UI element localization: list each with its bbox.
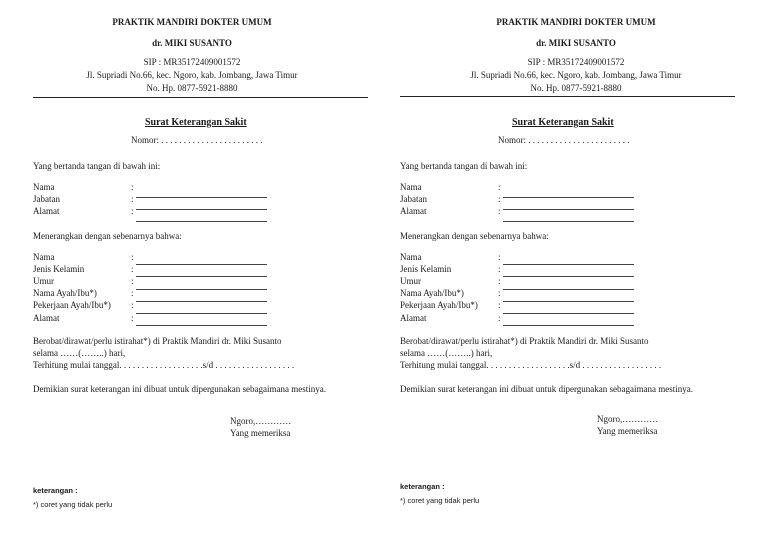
- closing-text: Demikian surat keterangan ini dibuat untuk dipergunakan sebagaimana mestinya.: [33, 384, 326, 394]
- body-line-3: Terhitung mulai tanggal. . . . . . . . . . . . . . . . . . .s/d . . . . . . . . . . . . . . . . . .: [400, 360, 662, 370]
- note-label: keterangan :: [400, 482, 445, 491]
- patient-age-label: Umur: [400, 276, 421, 286]
- signer-position-line: [136, 209, 267, 210]
- signer-name-line: [136, 197, 267, 198]
- colon: :: [498, 252, 501, 262]
- clinic-name: PRAKTIK MANDIRI DOKTER UMUM: [112, 17, 272, 27]
- signer-address-line: [503, 221, 634, 222]
- signer-address-label: Alamat: [33, 206, 60, 216]
- patient-address-line: [503, 325, 634, 326]
- signer-name-label: Nama: [33, 182, 55, 192]
- colon: :: [131, 300, 134, 310]
- parent-job-line: [136, 313, 267, 314]
- patient-gender-label: Jenis Kelamin: [33, 264, 85, 274]
- signer-position-line: [503, 209, 634, 210]
- note-text: *) coret yang tidak perlu: [400, 496, 480, 505]
- doctor-name: dr. MIKI SUSANTO: [536, 38, 616, 48]
- patient-gender-label: Jenis Kelamin: [400, 264, 452, 274]
- colon: :: [498, 276, 501, 286]
- colon: :: [498, 288, 501, 298]
- closing-text: Demikian surat keterangan ini dibuat untuk dipergunakan sebagaimana mestinya.: [400, 384, 693, 394]
- parent-job-label: Pekerjaan Ayah/Ibu*): [400, 300, 478, 310]
- body-line-1: Berobat/dirawat/perlu istirahat*) di Praktik Mandiri dr. Miki Susanto: [400, 336, 649, 346]
- clinic-address: Jl. Supriadi No.66, kec. Ngoro, kab. Jombang, Jawa Timur: [470, 70, 682, 80]
- body-line-1: Berobat/dirawat/perlu istirahat*) di Praktik Mandiri dr. Miki Susanto: [33, 336, 282, 346]
- colon: :: [498, 194, 501, 204]
- note-text: *) coret yang tidak perlu: [33, 500, 113, 509]
- signer-address-label: Alamat: [400, 206, 427, 216]
- patient-name-line: [503, 264, 634, 265]
- clinic-phone: No. Hp. 0877-5921-8880: [530, 83, 622, 93]
- parent-name-label: Nama Ayah/Ibu*): [400, 288, 464, 298]
- colon: :: [131, 264, 134, 274]
- colon: :: [498, 300, 501, 310]
- colon: :: [131, 288, 134, 298]
- sip-number: SIP : MR35172409001572: [143, 57, 241, 67]
- colon: :: [131, 206, 134, 216]
- clinic-address: Jl. Supriadi No.66, kec. Ngoro, kab. Jombang, Jawa Timur: [86, 70, 298, 80]
- patient-age-line: [136, 289, 267, 290]
- patient-gender-line: [503, 276, 634, 277]
- intro-text: Yang bertanda tangan di bawah ini:: [400, 161, 528, 171]
- header-divider: [33, 97, 368, 98]
- letter-title: Surat Keterangan Sakit: [512, 117, 614, 128]
- clinic-phone: No. Hp. 0877-5921-8880: [146, 83, 238, 93]
- header-divider: [400, 96, 735, 97]
- signer-name-label: Nama: [400, 182, 422, 192]
- signer-position-label: Jabatan: [400, 194, 427, 204]
- body-line-2: selama ……(……..) hari,: [33, 348, 126, 358]
- statement-text: Menerangkan dengan sebenarnya bahwa:: [33, 231, 182, 241]
- letter-number: Nomor: . . . . . . . . . . . . . . . . . . . . . . .: [498, 135, 630, 145]
- patient-name-label: Nama: [33, 252, 55, 262]
- statement-text: Menerangkan dengan sebenarnya bahwa:: [400, 231, 549, 241]
- patient-gender-line: [136, 276, 267, 277]
- body-line-2: selama ……(……..) hari,: [400, 348, 493, 358]
- clinic-name: PRAKTIK MANDIRI DOKTER UMUM: [496, 17, 656, 27]
- examiner-label: Yang memeriksa: [597, 426, 658, 436]
- signer-name-line: [503, 197, 634, 198]
- colon: :: [498, 206, 501, 216]
- colon: :: [131, 194, 134, 204]
- patient-age-line: [503, 289, 634, 290]
- patient-address-label: Alamat: [33, 313, 60, 323]
- parent-name-line: [503, 301, 634, 302]
- parent-name-label: Nama Ayah/Ibu*): [33, 288, 97, 298]
- colon: :: [131, 252, 134, 262]
- letter-title: Surat Keterangan Sakit: [145, 117, 247, 128]
- patient-address-label: Alamat: [400, 313, 427, 323]
- colon: :: [131, 182, 134, 192]
- patient-name-line: [136, 264, 267, 265]
- colon: :: [131, 313, 134, 323]
- sip-number: SIP : MR35172409001572: [527, 57, 625, 67]
- patient-address-line: [136, 325, 267, 326]
- note-label: keterangan :: [33, 486, 78, 495]
- parent-name-line: [136, 301, 267, 302]
- patient-name-label: Nama: [400, 252, 422, 262]
- colon: :: [498, 264, 501, 274]
- signature-place: Ngoro,…………: [230, 416, 292, 426]
- letter-number: Nomor: . . . . . . . . . . . . . . . . . . . . . . .: [131, 135, 263, 145]
- signature-place: Ngoro,…………: [597, 414, 659, 424]
- colon: :: [131, 276, 134, 286]
- colon: :: [498, 182, 501, 192]
- examiner-label: Yang memeriksa: [230, 428, 291, 438]
- parent-job-label: Pekerjaan Ayah/Ibu*): [33, 300, 111, 310]
- colon: :: [498, 313, 501, 323]
- intro-text: Yang bertanda tangan di bawah ini:: [33, 161, 161, 171]
- patient-age-label: Umur: [33, 276, 54, 286]
- signer-position-label: Jabatan: [33, 194, 60, 204]
- body-line-3: Terhitung mulai tanggal. . . . . . . . . . . . . . . . . . .s/d . . . . . . . . . . . . . . . . . .: [33, 360, 295, 370]
- signer-address-line: [136, 221, 267, 222]
- letter-copy-right: [384, 0, 768, 543]
- parent-job-line: [503, 313, 634, 314]
- doctor-name: dr. MIKI SUSANTO: [152, 38, 232, 48]
